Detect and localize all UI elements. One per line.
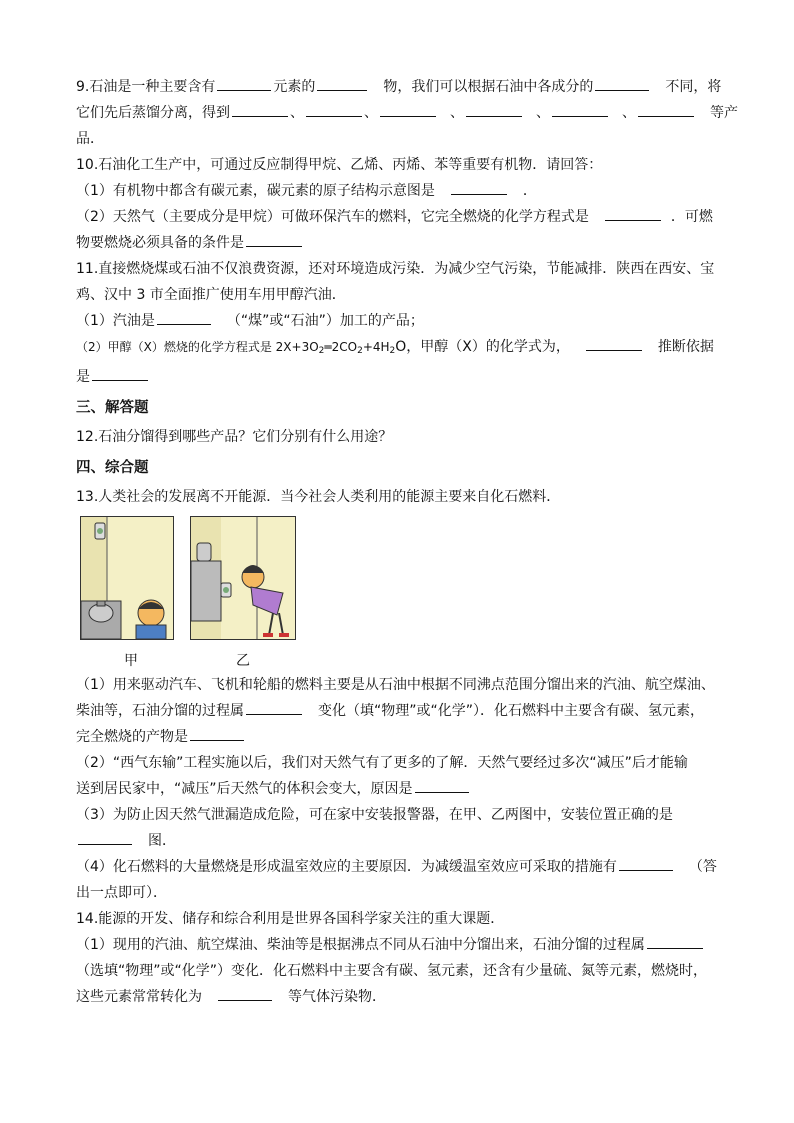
answer-blank[interactable]: [466, 102, 522, 117]
answer-blank[interactable]: [619, 856, 673, 871]
figure-yi: [190, 516, 296, 640]
answer-blank[interactable]: [218, 986, 272, 1001]
q13-part1c: 完全燃烧的产物是: [76, 724, 722, 750]
q13-line1: 13.人类社会的发展离不开能源．当今社会人类利用的能源主要来自化石燃料．: [76, 489, 561, 505]
answer-blank[interactable]: [415, 778, 469, 793]
answer-blank[interactable]: [317, 76, 367, 91]
q14-part1b: （选填“物理”或“化学”）变化．化石燃料中主要含有碳、氢元素，还含有少量硫、氮等元素，燃烧时，: [76, 963, 708, 979]
q13-part1a: （1）用来驱动汽车、飞机和轮船的燃料主要是从石油中根据不同沸点范围分馏出来的汽油、航空煤油、: [76, 677, 715, 693]
answer-blank[interactable]: [451, 180, 507, 195]
q13-part1b: 柴油等，石油分馏的过程属 变化（填“物理”或“化学”）．化石燃料中主要含有碳、氢元素，: [76, 698, 722, 724]
figure-jia: [80, 516, 174, 640]
q14-line1: 14.能源的开发、储存和综合利用是世界各国科学家关注的重大课题．: [76, 911, 505, 927]
answer-blank[interactable]: [217, 76, 271, 91]
answer-blank[interactable]: [232, 102, 288, 117]
q12-line: 12.石油分馏得到哪些产品？它们分别有什么用途？: [76, 429, 393, 445]
q13-part3a: （3）为防止因天然气泄漏造成危险，可在家中安装报警器，在甲、乙两图中，安装位置正确的是: [76, 807, 673, 823]
q11-part2b: 是: [76, 364, 722, 390]
q14-part1c: 这些元素常常转化为 等气体污染物．: [76, 984, 722, 1010]
section-heading-4: 四、综合题: [76, 460, 149, 476]
q13-part2a: （2）“西气东输”工程实施以后，我们对天然气有了更多的了解．天然气要经过多次“减压”后才能输: [76, 755, 688, 771]
q11-line1: 11.直接燃烧煤或石油不仅浪费资源，还对环境造成污染．为减少空气污染，节能减排．陕西在西安、宝: [76, 261, 715, 277]
answer-blank[interactable]: [157, 310, 211, 325]
q9-line3: 品．: [76, 131, 104, 147]
q13-part4a: （4）化石燃料的大量燃烧是形成温室效应的主要原因．为减缓温室效应可采取的措施有 （答: [76, 854, 722, 880]
q10-line1: 10.石油化工生产中，可通过反应制得甲烷、乙烯、丙烯、苯等重要有机物．请回答：: [76, 157, 603, 173]
answer-blank[interactable]: [647, 934, 703, 949]
figure-labels: [76, 646, 722, 672]
q11-part1: （1）汽油是 （“煤”或“石油”）加工的产品；: [76, 308, 722, 334]
q10-part2b: 物要燃烧必须具备的条件是: [76, 230, 722, 256]
answer-blank[interactable]: [586, 336, 642, 351]
q14-part1a: （1）现用的汽油、航空煤油、柴油等是根据沸点不同从石油中分馏出来，石油分馏的过程属: [76, 932, 722, 958]
answer-blank[interactable]: [552, 102, 608, 117]
q10-part2: （2）天然气（主要成分是甲烷）可做环保汽车的燃料，它完全燃烧的化学方程式是 ．可燃: [76, 204, 722, 230]
figure-yi-illustration: [191, 517, 295, 639]
answer-blank[interactable]: [380, 102, 436, 117]
answer-blank[interactable]: [190, 726, 244, 741]
section-heading-3: 三、解答题: [76, 400, 149, 416]
figure-jia-illustration: [81, 517, 173, 639]
q11-part2: （2）甲醇（X）燃烧的化学方程式是 $2X+3O_2═2CO_2+4H_2O$，甲醇（X）的化学式为， 推断依据: [76, 334, 722, 364]
answer-blank[interactable]: [595, 76, 649, 91]
q9-line2: 它们先后蒸馏分离，得到 、 、 、 、 、 等产: [76, 100, 722, 126]
q13-figures: [76, 516, 722, 646]
q13-part2b: 送到居民家中，“减压”后天然气的体积会变大，原因是: [76, 776, 722, 802]
answer-blank[interactable]: [638, 102, 694, 117]
answer-blank[interactable]: [246, 700, 302, 715]
figure-label-yi: 乙: [236, 653, 250, 669]
figure-label-jia: 甲: [124, 653, 138, 669]
answer-blank[interactable]: [246, 232, 302, 247]
answer-blank[interactable]: [306, 102, 362, 117]
q13-part3b: 图．: [76, 828, 722, 854]
q10-part1: （1）有机物中都含有碳元素，碳元素的原子结构示意图是 ．: [76, 178, 722, 204]
q11-line2: 鸡、汉中 3 市全面推广使用车用甲醇汽油．: [76, 287, 346, 303]
answer-blank[interactable]: [92, 366, 148, 381]
q13-part4b: 出一点即可）．: [76, 885, 167, 901]
q9-line1: 9.石油是一种主要含有 元素的 物，我们可以根据石油中各成分的 不同，将: [76, 74, 722, 100]
answer-blank[interactable]: [78, 830, 132, 845]
answer-blank[interactable]: [605, 206, 661, 221]
worksheet-page: [76, 74, 738, 1010]
